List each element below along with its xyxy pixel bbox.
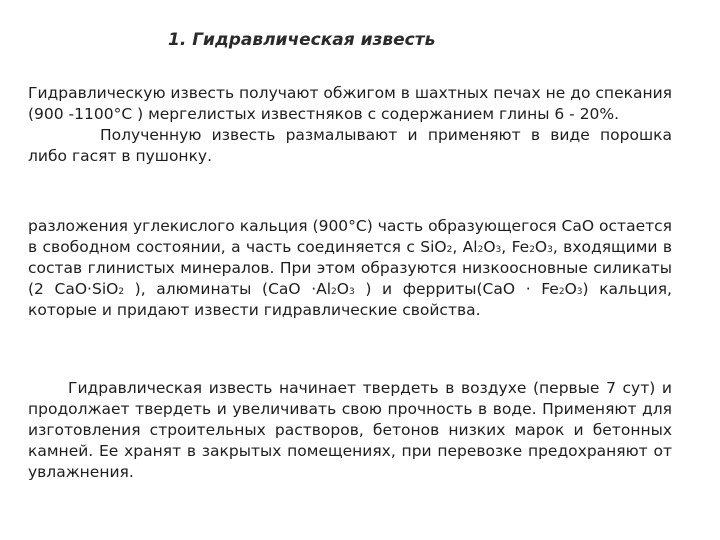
chem-text-6: , входящими в состав глинистых минералов. При этом образуются низкоосновные силикаты (2 CaO·SiO (28, 238, 672, 298)
chemistry-block (28, 216, 672, 321)
chem-text-4: , Fe (501, 238, 530, 256)
chem-text-8: O (336, 280, 349, 298)
chem-text-3: O (483, 238, 496, 256)
heading-number: 1. (168, 30, 187, 50)
paragraph-production: Гидравлическую известь получают обжигом в шахтных печах не до спекания (900 -1100°С ) мергелистых известняков с содержанием глины 6 - 20%. (28, 84, 672, 123)
properties-block (28, 378, 672, 483)
chem-text-1: разложения углекислого кальция (900°С) часть образующегося СаО остается в свободном состоянии, а часть соединяется с SiO (28, 217, 672, 256)
paragraph-hardening: Гидравлическая известь начинает твердеть в воздухе (первые 7 сут) и продолжает твердеть и увеличивать свою прочность в воде. Применяют для изготовления строительных растворов, бетонов низких марок и бетонных камней. Ее хранят в закрытых помещениях, при перевозке предохраняют от увлажнения. (28, 379, 672, 481)
paragraph-grinding: Полученную известь размалывают и применяют в виде порошка либо гасят в пушонку. (28, 126, 672, 165)
chem-sub-7: 2 (331, 287, 337, 297)
chem-text-5: O (534, 238, 548, 256)
paragraph-chemistry (28, 216, 672, 321)
chem-sub-1: 2 (446, 245, 453, 255)
chem-text-2: , Al (452, 238, 478, 256)
chem-text-11: ) кальция, которые и придают извести гидравлические свойства. (28, 280, 672, 319)
chem-sub-9: 2 (558, 287, 565, 297)
chem-sub-6: 2 (118, 287, 125, 297)
chem-sub-8: 3 (348, 287, 355, 297)
chem-sub-2: 2 (477, 245, 484, 255)
chem-text-9: ) и ферриты(CaO · Fe (354, 280, 559, 298)
chem-sub-3: 3 (495, 245, 502, 255)
chem-text-10: O (564, 280, 577, 298)
intro-block (28, 83, 672, 167)
chem-text-7: ), алюминаты (CaO ·Al (124, 280, 332, 298)
chem-sub-5: 3 (547, 245, 553, 255)
section-heading (168, 30, 435, 50)
chem-sub-10: 3 (576, 287, 583, 297)
chem-sub-4: 2 (529, 245, 535, 255)
heading-text: Гидравлическая известь (192, 30, 436, 50)
